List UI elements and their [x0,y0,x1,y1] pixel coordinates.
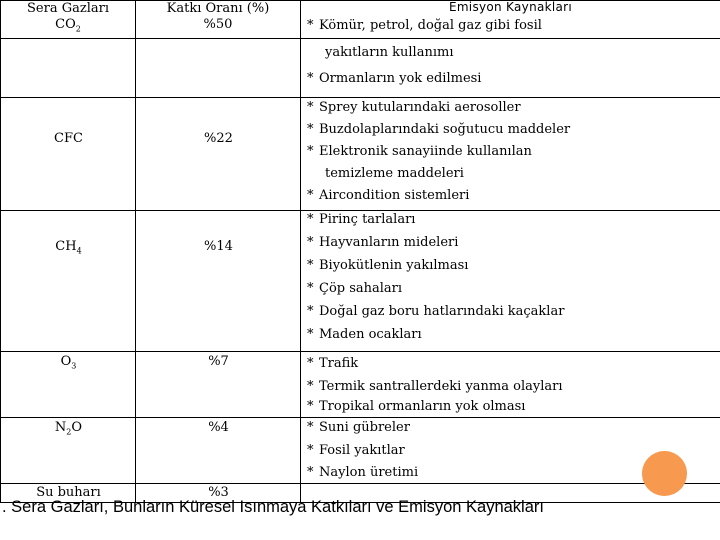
source-text: Pirinç tarlaları [319,211,416,227]
list-item [307,379,720,399]
source-text: yakıtların kullanımı [325,44,454,60]
source-text: Elektronik sanayiinde kullanılan [319,143,532,159]
co2-text: CO [55,17,76,32]
list-item [307,144,720,166]
orange-circle-decoration [642,451,687,496]
list-item [307,399,720,417]
su-pct: %3 [208,484,229,500]
list-item [307,356,720,379]
o3-sources-cell [301,351,720,417]
ch4-text: CH [55,238,77,254]
cfc-pct-cell [136,97,301,210]
ch4-pct: %14 [204,238,233,254]
header-row [1,1,720,39]
list-item [307,281,720,304]
cfc-pct: %22 [204,130,233,146]
source-text: Fosil yakıtlar [319,442,405,458]
source-text: temizleme maddeleri [325,165,464,181]
co2-sources-list [301,45,720,87]
n2o-gas [1,420,136,441]
co2-sources-cell [301,38,720,97]
bullet-star: * [307,187,314,203]
header-percent-label: Katkı Oranı (%) [166,1,270,16]
n2o-pct-cell [136,417,301,483]
cfc-sources-cell [301,97,720,210]
bullet-star: * [307,99,314,115]
source-text: Suni gübreler [319,419,410,435]
table-row-n2o [1,417,720,483]
cfc-sources-list [301,100,720,210]
list-item [307,18,720,34]
list-item [307,166,720,188]
bullet-star: * [307,464,314,480]
co2-sources-start [301,18,720,34]
co2-subscript: 2 [75,24,81,34]
bullet-star: * [307,419,314,435]
list-item [307,122,720,144]
source-text: Doğal gaz boru hatlarındaki kaçaklar [319,303,565,319]
n2o-subscript: 2 [66,427,72,437]
o3-gas-cell [1,351,136,417]
header-gas-cell [1,1,136,39]
bullet-star: * [307,211,314,227]
list-item [307,304,720,327]
table-row-co2-continued [1,38,720,97]
n2o-text-n: N [54,419,67,435]
list-item [307,71,720,87]
n2o-pct: %4 [208,419,229,435]
source-text: Aircondition sistemleri [319,187,470,203]
o3-pct-cell [136,351,301,417]
list-item [307,235,720,258]
header-gas-label: Sera Gazları [27,1,109,16]
bullet-star: * [307,355,314,371]
co2-gas-cell-cont [1,38,136,97]
n2o-gas-cell [1,417,136,483]
ch4-pct-cell [136,210,301,351]
list-item [307,45,720,61]
header-sources-cell [301,1,720,39]
table-row-cfc [1,97,720,210]
source-text: Biyokütlenin yakılması [319,257,469,273]
ch4-gas [1,239,136,260]
ch4-gas-cell [1,210,136,351]
list-item [307,100,720,122]
table-caption: . Sera Gazları, Bunların Küresel Isınmaya Katkıları ve Emisyon Kaynakları [2,498,544,516]
bullet-star: * [307,326,314,342]
bullet-star: * [307,378,314,394]
ch4-sources-cell [301,210,720,351]
source-text: Termik santrallerdeki yanma olayları [319,378,563,394]
cfc-gas: CFC [54,130,83,146]
source-text: Hayvanların mideleri [319,234,459,250]
ch4-subscript: 4 [76,246,82,256]
n2o-text-o: O [71,419,83,435]
bullet-star: * [307,442,314,458]
bullet-star: * [307,121,314,137]
bullet-star: * [307,18,314,33]
bullet-star: * [307,303,314,319]
source-text: Maden ocakları [319,326,422,342]
bullet-star: * [307,234,314,250]
source-text: Naylon üretimi [319,464,419,480]
list-item [307,188,720,210]
source-text: Ormanların yok edilmesi [319,70,482,86]
list-item [307,212,720,235]
ch4-sources-list [301,212,720,349]
bullet-star: * [307,280,314,296]
su-gas: Su buharı [36,484,101,500]
co2-pct-cell-cont [136,38,301,97]
source-text: Tropikal ormanların yok olması [319,398,526,414]
source-text: Trafik [319,355,359,371]
table-row-ch4 [1,210,720,351]
header-sources-label: Emisyon Kaynakları [448,0,573,14]
source-text: Kömür, petrol, doğal gaz gibi fosil [319,18,542,33]
o3-pct: %7 [208,353,229,369]
bullet-star: * [307,143,314,159]
source-text: Çöp sahaları [319,280,403,296]
o3-subscript: 3 [71,361,77,371]
o3-text: O [60,353,72,369]
header-co2 [1,17,135,38]
table-row-o3 [1,351,720,417]
cfc-gas-cell [1,97,136,210]
bullet-star: * [307,70,314,86]
co2-percent: %50 [203,17,233,32]
o3-gas [1,354,136,375]
source-text: Buzdolaplarındaki soğutucu maddeler [319,121,571,137]
o3-sources-list [301,356,720,417]
source-text: Sprey kutularındaki aerosoller [319,99,521,115]
header-percent-cell [136,1,301,39]
list-item [307,420,720,443]
list-item [307,327,720,349]
bullet-star: * [307,398,314,414]
bullet-star: * [307,257,314,273]
list-item [307,258,720,281]
